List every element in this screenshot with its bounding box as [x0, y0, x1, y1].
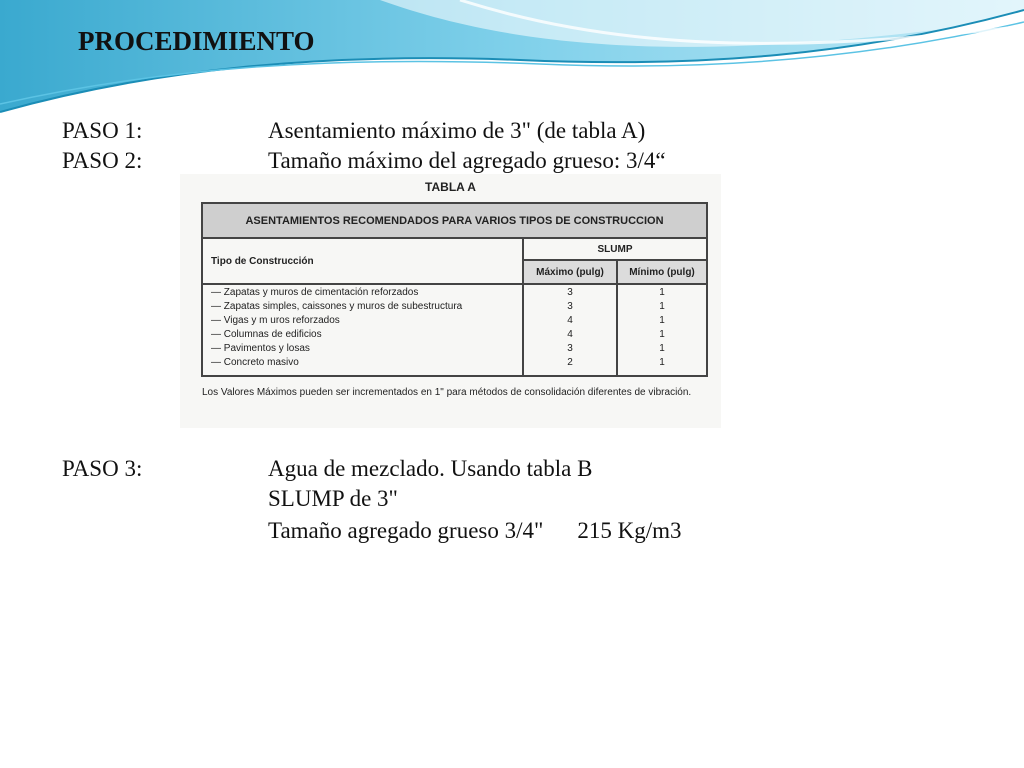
step-3-line-3: Tamaño agregado grueso 3/4" [268, 518, 544, 543]
col-max-header: Máximo (pulg) [524, 261, 616, 283]
row-min: 1 [659, 315, 665, 326]
row-max: 4 [567, 329, 573, 340]
col-min-header: Mínimo (pulg) [618, 261, 706, 283]
row-min: 1 [659, 343, 665, 354]
header-rule [203, 283, 706, 285]
tabla-a-rows [203, 287, 706, 371]
step-2-label: PASO 2: [62, 148, 143, 173]
table-row [203, 301, 706, 315]
row-tipo: — Pavimentos y losas [211, 343, 310, 354]
slide-title: PROCEDIMIENTO [78, 26, 315, 56]
row-max: 4 [567, 315, 573, 326]
row-min: 1 [659, 357, 665, 368]
row-tipo: — Zapatas simples, caissones y muros de subestructura [211, 301, 463, 312]
tabla-a-note: Los Valores Máximos pueden ser incrementados en 1" para métodos de consolidación diferentes de vibración. [202, 387, 692, 398]
step-3-label: PASO 3: [62, 456, 143, 481]
row-max: 3 [567, 301, 573, 312]
table-row [203, 315, 706, 329]
row-min: 1 [659, 287, 665, 298]
row-min: 1 [659, 301, 665, 312]
step-2-text: Tamaño máximo del agregado grueso: 3/4“ [268, 148, 666, 173]
col-tipo-header: Tipo de Construcción [211, 256, 314, 267]
table-row [203, 287, 706, 301]
table-row [203, 343, 706, 357]
tabla-a-title: TABLA A [425, 180, 476, 194]
table-row [203, 329, 706, 343]
row-tipo: — Columnas de edificios [211, 329, 322, 340]
row-tipo: — Vigas y m uros reforzados [211, 315, 340, 326]
row-max: 2 [567, 357, 573, 368]
tabla-a-table [201, 202, 708, 377]
step-3-water-value: 215 Kg/m3 [577, 518, 682, 543]
col-slump-header: SLUMP [524, 239, 706, 261]
step-1-label: PASO 1: [62, 118, 143, 143]
tabla-a-heading: ASENTAMIENTOS RECOMENDADOS PARA VARIOS TIPOS DE CONSTRUCCION [203, 204, 706, 239]
table-row [203, 357, 706, 371]
step-3-line-2: SLUMP de 3" [268, 486, 398, 511]
step-3-line-3-wrap [268, 516, 682, 546]
row-min: 1 [659, 329, 665, 340]
row-max: 3 [567, 287, 573, 298]
step-3-line-1: Agua de mezclado. Usando tabla B [268, 456, 593, 481]
row-max: 3 [567, 343, 573, 354]
tabla-a-image [180, 174, 721, 428]
row-tipo: — Concreto masivo [211, 357, 299, 368]
step-1-text: Asentamiento máximo de 3" (de tabla A) [268, 118, 646, 143]
header-wave-decoration [0, 0, 1024, 120]
row-tipo: — Zapatas y muros de cimentación reforzados [211, 287, 419, 298]
